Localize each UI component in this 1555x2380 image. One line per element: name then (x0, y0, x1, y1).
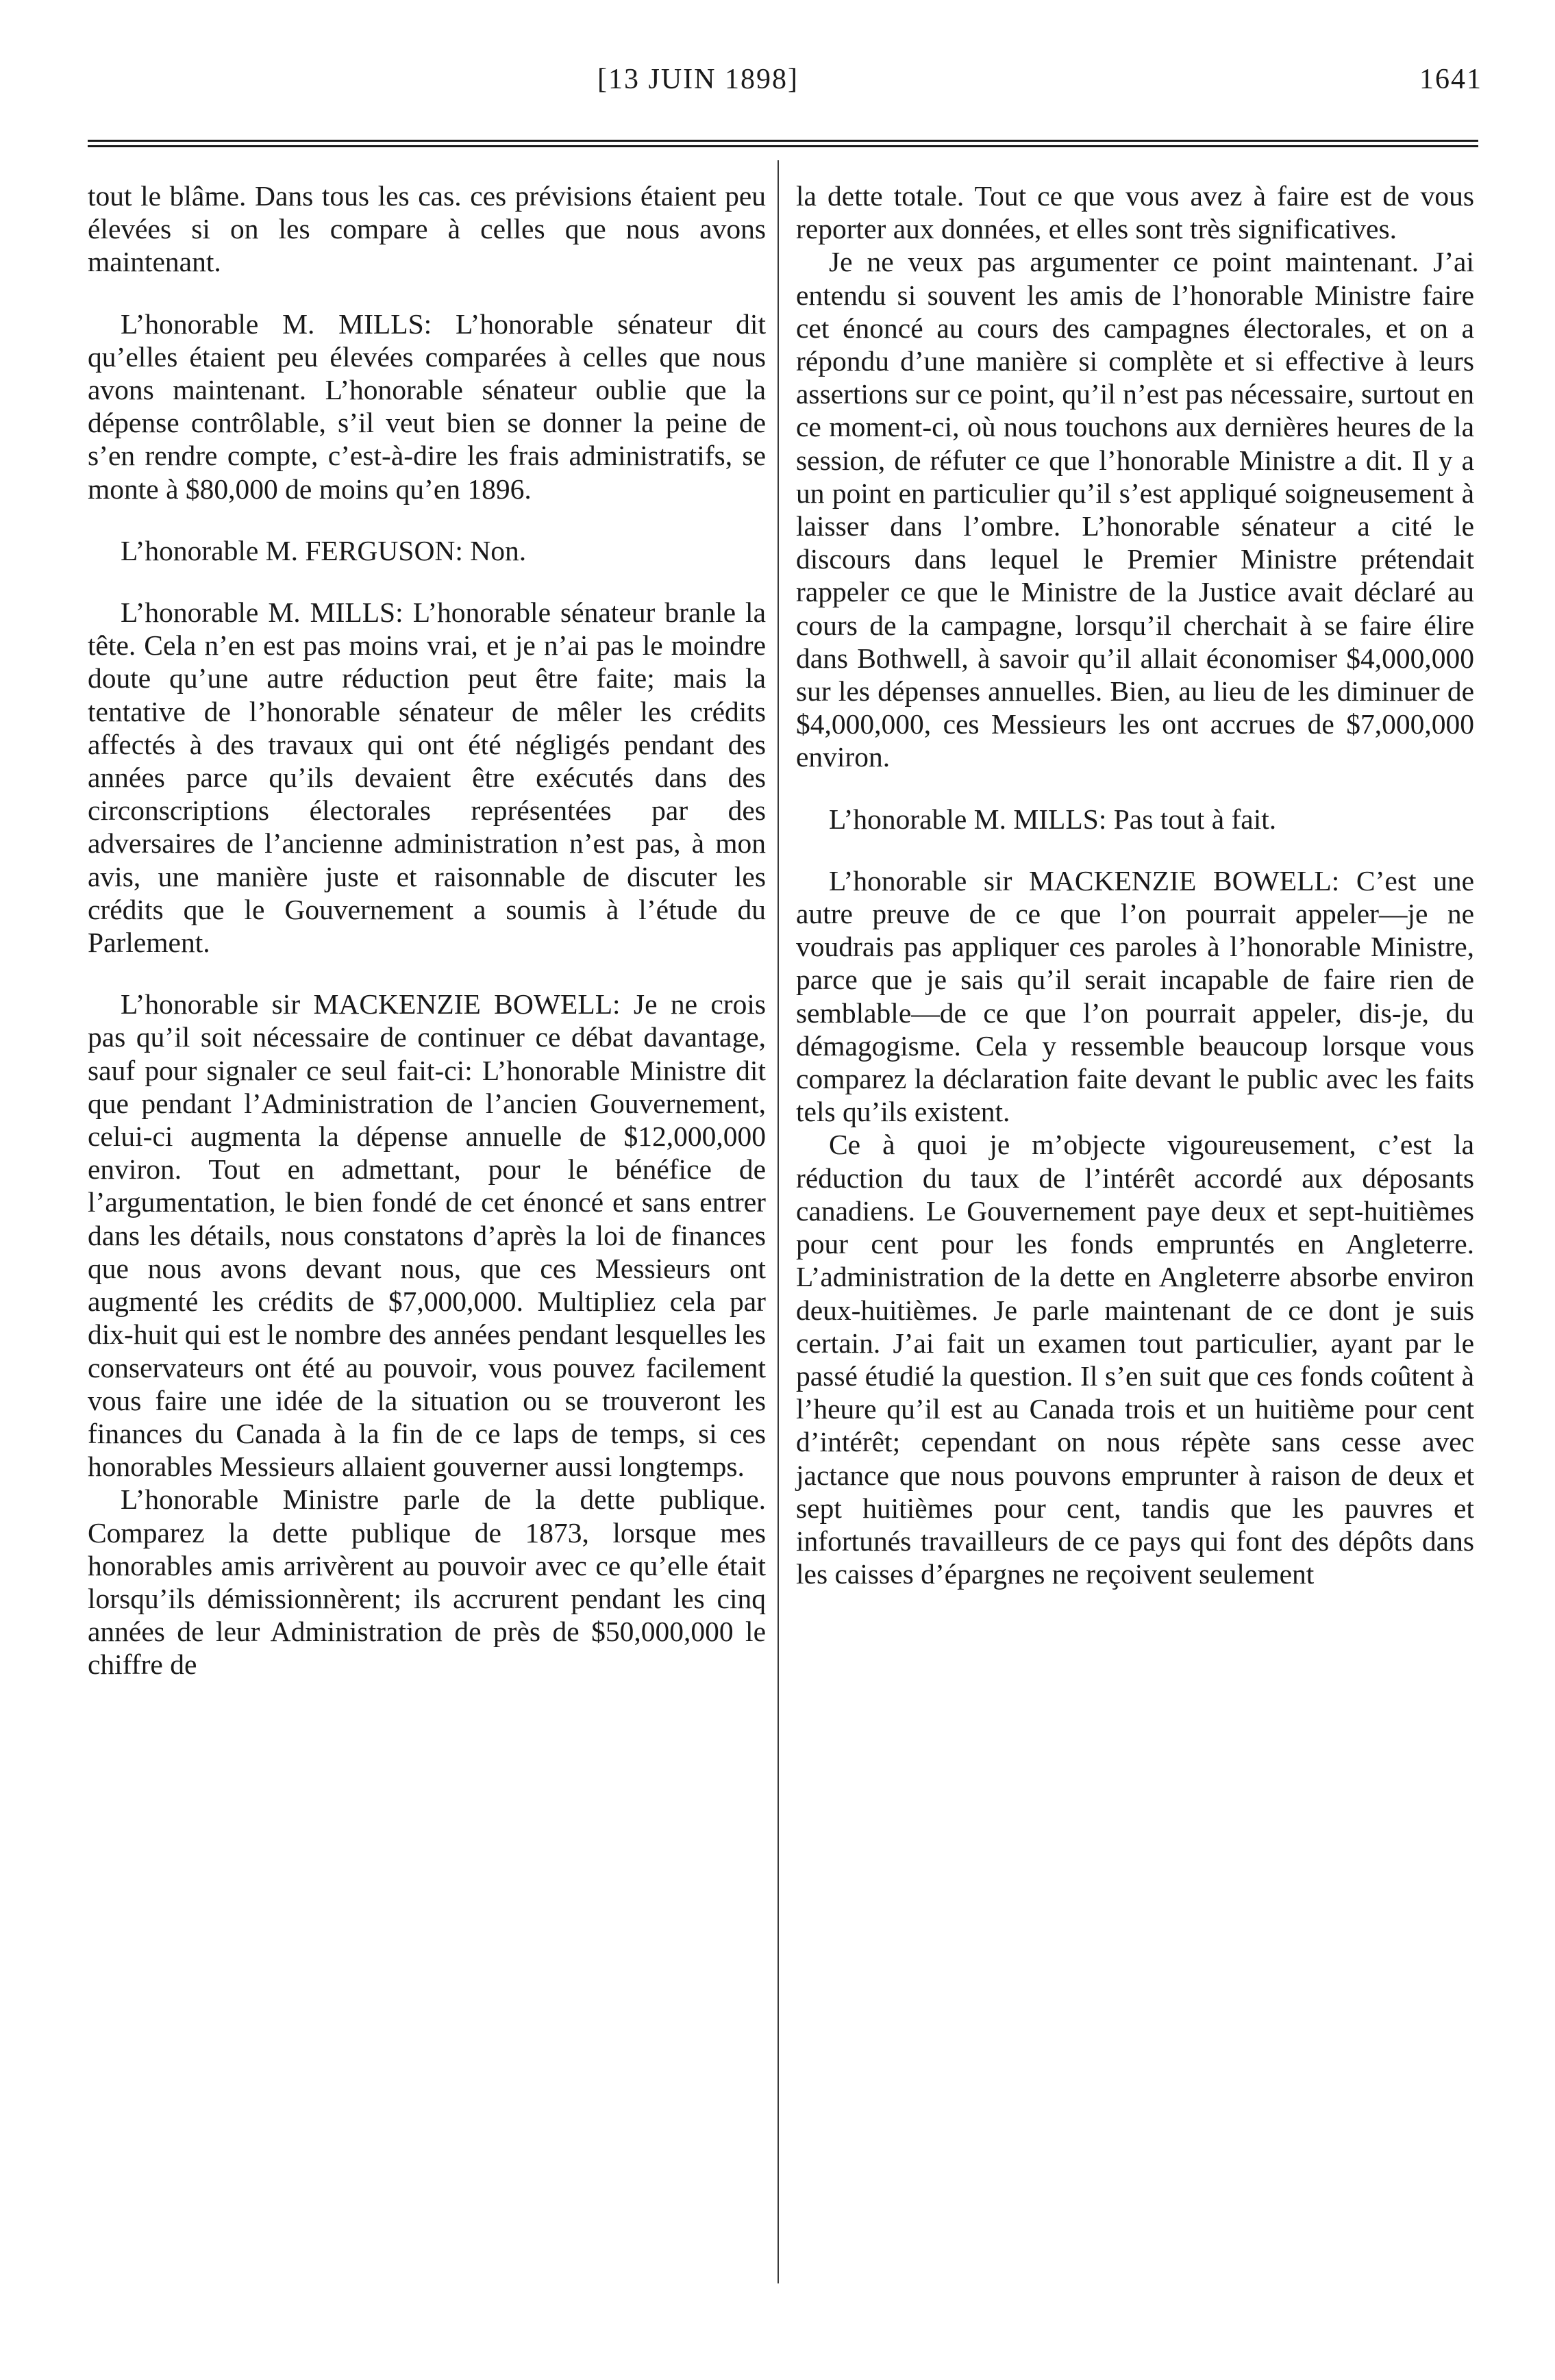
paragraph: tout le blâme. Dans tous les cas. ces prévisions étaient peu élevées si on les compare à celles que nous avons maintenant. (88, 180, 766, 278)
header-date: [13 JUIN 1898] (597, 64, 799, 95)
paragraph: L’honorable M. FERGUSON: Non. (121, 534, 527, 566)
paragraph: L’honorable sir MACKENZIE BOWELL: C’est une autre preuve de ce que l’on pourrait appeler—je ne voudrais pas appliquer ces paroles à l’honorable Ministre, parce que je sais qu’il serait incapable de faire rien de semblable—de ce que l’on pourrait appeler, dis-je, du démagogisme. Cela y ressemble beaucoup lorsque vous comparez la déclaration faite devant le public avec les faits tels qu’ils existent. (796, 864, 1474, 1128)
paragraph: la dette totale. Tout ce que vous avez à faire est de vous reporter aux données, et elles sont très significatives. (796, 180, 1474, 245)
right-column (796, 179, 1474, 1590)
paragraph: L’honorable sir MACKENZIE BOWELL: Je ne crois pas qu’il soit nécessaire de continuer ce débat davantage, sauf pour signaler ce seul fait-ci: L’honorable Ministre dit que pendant l’Administration de l’ancien Gouvernement, celui-ci augmenta la dépense annuelle de $12,000,000 environ. Tout en admettant, pour le bénéfice de l’argumentation, le bien fondé de cet énoncé et sans entrer dans les détails, nous constatons d’après la loi de finances que nous avons devant nous, que ces Messieurs ont augmenté les crédits de $7,000,000. Multipliez cela par dix-huit qui est le nombre des années pendant lesquelles les conservateurs ont été au pouvoir, vous pouvez facilement vous faire une idée de la situation ou se trouveront les finances du Canada à la fin de ce laps de temps, si ces honorables Messieurs allaient gouverner aussi longtemps. (88, 988, 766, 1483)
paragraph: Ce à quoi je m’objecte vigoureusement, c’est la réduction du taux de l’intérêt accordé aux déposants canadiens. Le Gouvernement paye deux et sept-huitièmes pour cent pour les fonds empruntés en Angleterre. L’administration de la dette en Angleterre absorbe environ deux-huitièmes. Je parle maintenant de ce dont je suis certain. J’ai fait un examen tout particulier, ayant par le passé étudié la question. Il s’en suit que ces fonds coûtent à l’heure qu’il est au Canada trois et un huitième pour cent d’intérêt; cependant on nous répète sans cesse avec jactance que nous pouvons emprunter à raison de deux et sept huitièmes pour cent, tandis que les pauvres et infortunés travailleurs de ce pays qui font des dépôts dans les caisses d’épargnes ne reçoivent seulement (796, 1129, 1474, 1590)
paragraph: L’honorable Ministre parle de la dette publique. Comparez la dette publique de 1873, lorsque mes honorables amis arrivèrent au pouvoir avec ce qu’elle était lorsqu’ils démissionnèrent; ils accrurent pendant les cinq années de leur Administration de près de $50,000,000 le chiffre de (88, 1483, 766, 1681)
left-column (88, 179, 766, 1681)
header-rule-bottom (88, 145, 1478, 147)
paragraph: Je ne veux pas argumenter ce point maintenant. J’ai entendu si souvent les amis de l’honorable Ministre faire cet énoncé au cours des campagnes électorales, et on a répondu d’une manière si complète et si effective à leurs assertions sur ce point, qu’il n’est pas nécessaire, surtout en ce moment-ci, où nous touchons aux dernières heures de la session, de réfuter ce que l’honorable Ministre a dit. Il y a un point en particulier qu’il s’est appliqué soigneusement à laisser dans l’ombre. L’honorable sénateur a cité le discours dans lequel le Premier Ministre prétendait rappeler ce que le Ministre de la Justice avait déclaré au cours de la campagne, lorsqu’il cherchait à se faire élire dans Bothwell, à savoir qu’il allait économiser $4,000,000 sur les dépenses annuelles. Bien, au lieu de les diminuer de $4,000,000, ces Messieurs les ont accrues de $7,000,000 environ. (796, 246, 1474, 773)
page-header (0, 63, 1555, 111)
column-divider (778, 160, 779, 2283)
header-rule-top (88, 140, 1478, 142)
paragraph: L’honorable M. MILLS: L’honorable sénateur dit qu’elles étaient peu élevées comparées à celles que nous avons maintenant. L’honorable sénateur oublie que la dépense contrôlable, s’il veut bien se donner la peine de s’en rendre compte, c’est-à-dire les frais administratifs, se monte à $80,000 de moins qu’en 1896. (88, 308, 766, 505)
page-number: 1641 (1419, 64, 1482, 95)
paragraph: L’honorable M. MILLS: Pas tout à fait. (829, 803, 1277, 835)
paragraph: L’honorable M. MILLS: L’honorable sénateur branle la tête. Cela n’en est pas moins vrai, et je n’ai pas le moindre doute qu’une autre réduction peut être faite; mais la tentative de l’honorable sénateur de mêler les crédits affectés à des travaux qui ont été négligés pendant des années parce qu’ils devaient être exécutés dans des circonscriptions électorales représentées par des adversaires de l’ancienne administration n’est pas, à mon avis, une manière juste et raisonnable de discuter les crédits que le Gouvernement a soumis à l’étude du Parlement. (88, 597, 766, 959)
